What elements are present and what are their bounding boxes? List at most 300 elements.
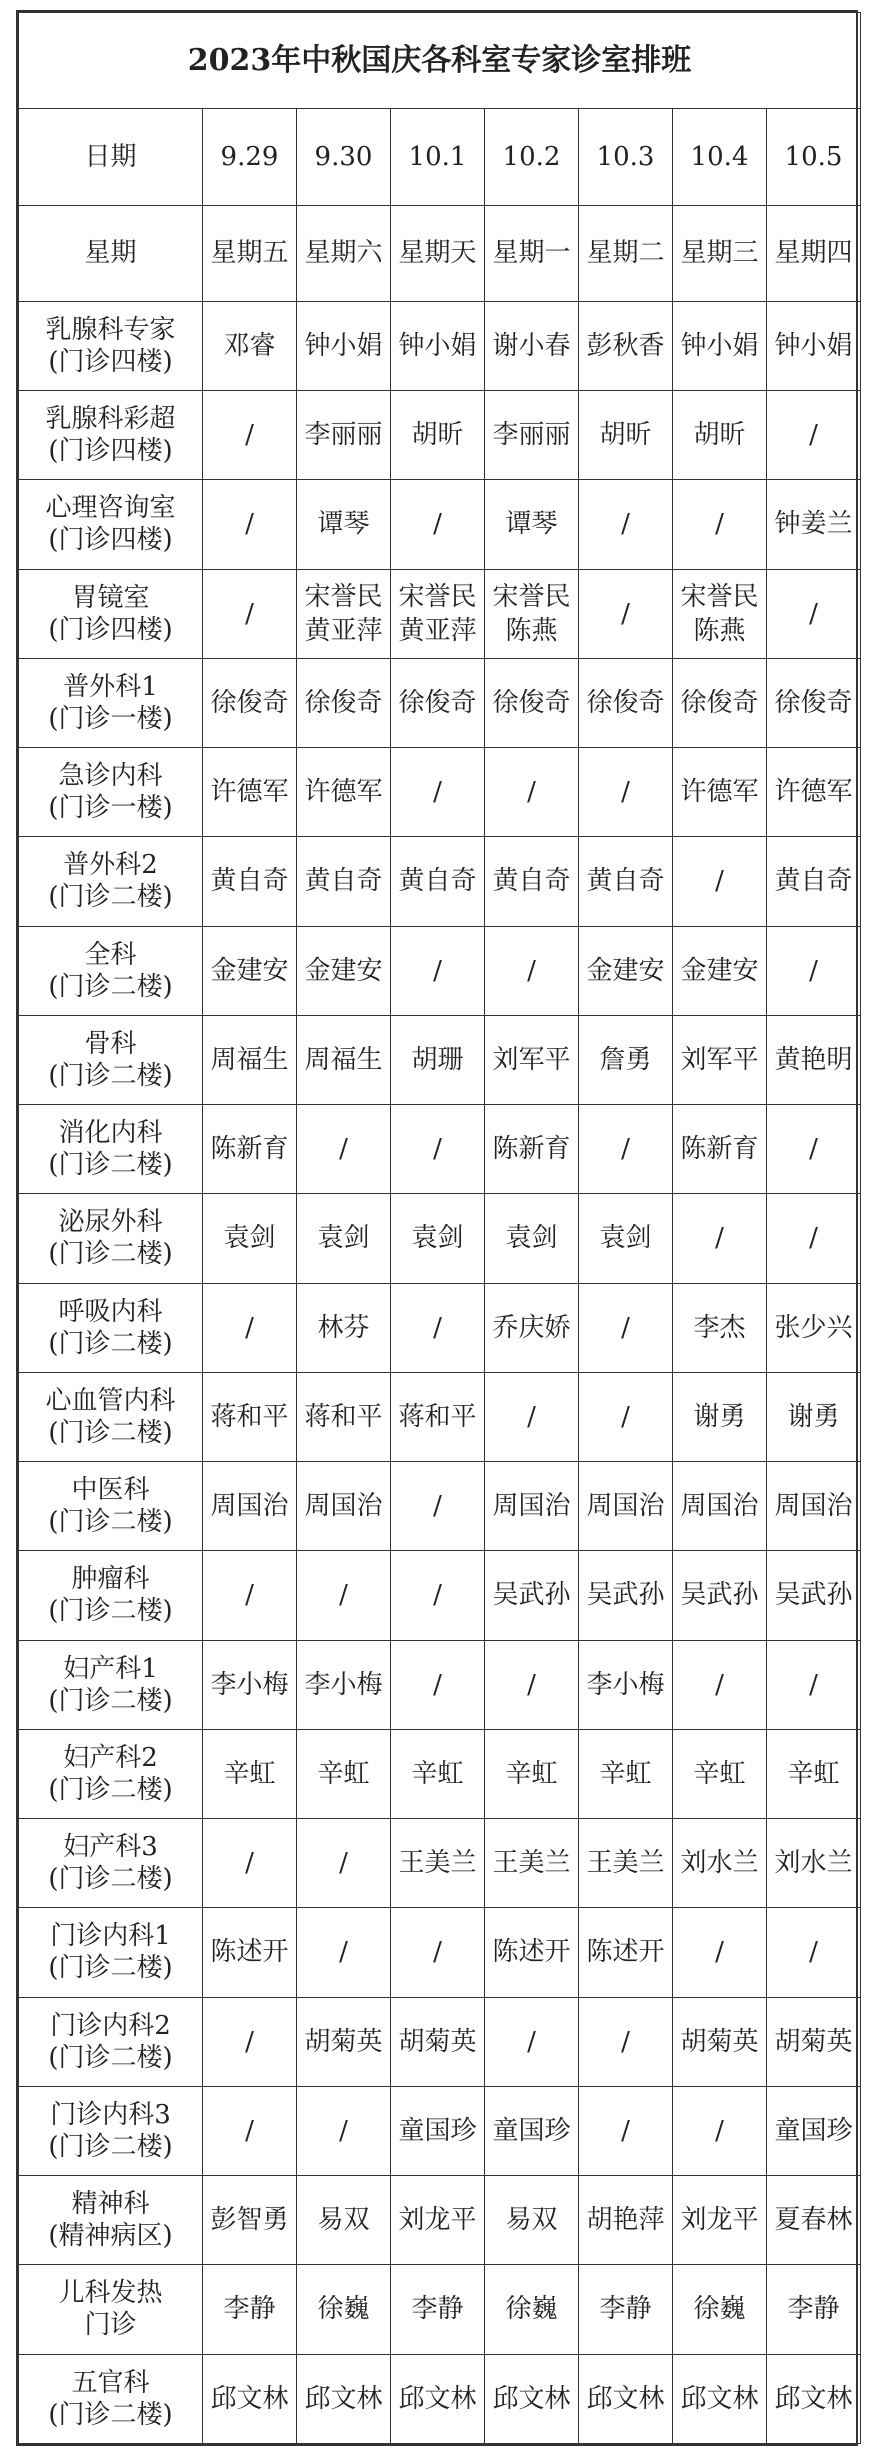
- doctor-cell: [297, 926, 391, 1015]
- no-duty-mark: /: [433, 1312, 442, 1343]
- doctor-name: 胡菊英: [774, 2026, 853, 2057]
- schedule-row: [19, 837, 861, 926]
- doctor-name: 徐俊奇: [774, 687, 853, 718]
- doctor-name: 李静: [411, 2294, 464, 2325]
- weekday-cell: 星期六: [297, 205, 391, 301]
- doctor-cell: [297, 837, 391, 926]
- weekday-cell: 星期二: [579, 205, 673, 301]
- doctor-name: 辛虹: [693, 1758, 746, 1789]
- doctor-name: 袁剑: [505, 1223, 558, 1254]
- department-cell: [19, 1015, 203, 1104]
- department-location: (门诊二楼): [48, 2042, 173, 2073]
- schedule-row: [19, 1551, 861, 1640]
- schedule-sheet: [16, 10, 858, 2446]
- department-cell: [19, 926, 203, 1015]
- doctor-cell: [767, 301, 861, 390]
- doctor-cell: [391, 1729, 485, 1818]
- doctor-cell: [579, 2265, 673, 2354]
- doctor-cell: [579, 837, 673, 926]
- doctor-cell: [673, 1015, 767, 1104]
- no-duty-mark: /: [245, 2115, 254, 2146]
- department-location: (门诊二楼): [48, 1150, 173, 1181]
- doctor-cell: [579, 1015, 673, 1104]
- doctor-name: 胡昕: [693, 420, 746, 451]
- doctor-cell: [673, 1105, 767, 1194]
- doctor-name: 许德军: [680, 777, 759, 808]
- doctor-cell: [579, 301, 673, 390]
- no-duty-mark: /: [339, 1848, 348, 1879]
- no-duty-mark: /: [245, 1848, 254, 1879]
- doctor-cell: [767, 2086, 861, 2175]
- doctor-name: 徐俊奇: [210, 687, 289, 718]
- doctor-cell: [391, 1283, 485, 1372]
- doctor-cell: [673, 2086, 767, 2175]
- doctor-cell: [673, 1640, 767, 1729]
- doctor-name: 陈述开: [586, 1937, 665, 1968]
- doctor-cell: [203, 391, 297, 480]
- no-duty-mark: /: [339, 1580, 348, 1611]
- doctor-cell: [767, 2354, 861, 2443]
- department-location: (门诊二楼): [48, 971, 173, 1002]
- schedule-row: [19, 1908, 861, 1997]
- doctor-cell: [297, 1908, 391, 1997]
- no-duty-mark: /: [527, 777, 536, 808]
- doctor-cell: [579, 2176, 673, 2265]
- doctor-cell: [579, 2354, 673, 2443]
- doctor-cell: [297, 2354, 391, 2443]
- doctor-name: 许德军: [304, 777, 383, 808]
- date-cell: 10.4: [673, 109, 767, 205]
- schedule-row: [19, 1372, 861, 1461]
- doctor-cell: [767, 1015, 861, 1104]
- doctor-name: 陈述开: [210, 1937, 289, 1968]
- doctor-cell: [767, 1997, 861, 2086]
- schedule-row: [19, 1462, 861, 1551]
- doctor-name: 童国珍: [398, 2115, 477, 2146]
- doctor-name: 黄自奇: [210, 866, 289, 897]
- doctor-name: 陈新育: [680, 1134, 759, 1165]
- weekday-row: [19, 205, 861, 301]
- no-duty-mark: /: [715, 509, 724, 540]
- department-location: (门诊二楼): [48, 2131, 173, 2162]
- doctor-cell: [391, 1372, 485, 1461]
- no-duty-mark: /: [433, 1134, 442, 1165]
- schedule-row: [19, 2086, 861, 2175]
- doctor-cell: [673, 1462, 767, 1551]
- department-name: 呼吸内科: [58, 1296, 163, 1327]
- doctor-cell: [485, 2265, 579, 2354]
- doctor-name: 宋誉民: [680, 581, 759, 612]
- no-duty-mark: /: [339, 1937, 348, 1968]
- doctor-cell: [673, 748, 767, 837]
- doctor-name: 陈述开: [492, 1937, 571, 1968]
- doctor-cell: [391, 391, 485, 480]
- doctor-name: 徐俊奇: [304, 687, 383, 718]
- doctor-cell: [297, 1640, 391, 1729]
- no-duty-mark: /: [433, 1669, 442, 1700]
- department-cell: [19, 1997, 203, 2086]
- doctor-cell: [391, 926, 485, 1015]
- doctor-name: 胡菊英: [680, 2026, 759, 2057]
- doctor-cell: [297, 569, 391, 658]
- doctor-name: 吴武孙: [774, 1580, 853, 1611]
- doctor-cell: [579, 658, 673, 747]
- doctor-cell: [673, 1551, 767, 1640]
- no-duty-mark: /: [621, 2115, 630, 2146]
- doctor-cell: [485, 1462, 579, 1551]
- doctor-cell: [485, 391, 579, 480]
- doctor-cell: [485, 1908, 579, 1997]
- no-duty-mark: /: [621, 1134, 630, 1165]
- department-name: 精神科: [71, 2189, 150, 2220]
- doctor-name: 辛虹: [223, 1758, 276, 1789]
- doctor-cell: [203, 1462, 297, 1551]
- date-cell: 9.30: [297, 109, 391, 205]
- doctor-cell: [767, 1462, 861, 1551]
- doctor-cell: [297, 1105, 391, 1194]
- doctor-cell: [767, 1908, 861, 1997]
- doctor-cell: [203, 1105, 297, 1194]
- doctor-name: 周国治: [680, 1491, 759, 1522]
- department-name: 心理咨询室: [45, 493, 176, 524]
- doctor-name: 陈新育: [492, 1134, 571, 1165]
- no-duty-mark: /: [339, 1134, 348, 1165]
- doctor-cell: [391, 2265, 485, 2354]
- no-duty-mark: /: [527, 2026, 536, 2057]
- doctor-name: 徐俊奇: [492, 687, 571, 718]
- doctor-cell: [767, 926, 861, 1015]
- department-location: (门诊四楼): [48, 614, 173, 645]
- doctor-cell: [297, 2265, 391, 2354]
- doctor-name: 徐巍: [505, 2294, 558, 2325]
- doctor-name: 谢勇: [693, 1401, 746, 1432]
- title-row: [19, 13, 861, 109]
- doctor-cell: [391, 1015, 485, 1104]
- doctor-cell: [203, 2086, 297, 2175]
- doctor-cell: [767, 480, 861, 569]
- doctor-cell: [391, 301, 485, 390]
- doctor-name: 宋誉民: [398, 581, 477, 612]
- department-location: (精神病区): [48, 2221, 173, 2252]
- doctor-name: 金建安: [304, 955, 383, 986]
- no-duty-mark: /: [621, 777, 630, 808]
- doctor-cell: [579, 1997, 673, 2086]
- doctor-cell: [673, 1372, 767, 1461]
- no-duty-mark: /: [245, 509, 254, 540]
- department-cell: [19, 658, 203, 747]
- department-location: (门诊二楼): [48, 1864, 173, 1895]
- doctor-cell: [485, 1729, 579, 1818]
- doctor-cell: [391, 2176, 485, 2265]
- doctor-cell: [203, 1283, 297, 1372]
- doctor-cell: [391, 569, 485, 658]
- doctor-cell: [767, 748, 861, 837]
- doctor-name: 周国治: [304, 1491, 383, 1522]
- department-name: 门诊内科2: [50, 2010, 171, 2041]
- doctor-cell: [391, 480, 485, 569]
- doctor-cell: [767, 2265, 861, 2354]
- doctor-cell: [673, 480, 767, 569]
- department-name: 中医科: [71, 1475, 150, 1506]
- doctor-name: 谭琴: [317, 509, 370, 540]
- doctor-cell: [673, 569, 767, 658]
- doctor-name: 徐俊奇: [398, 687, 477, 718]
- no-duty-mark: /: [339, 2115, 348, 2146]
- doctor-name: 刘军平: [680, 1044, 759, 1075]
- weekday-cell: 星期天: [391, 205, 485, 301]
- doctor-cell: [203, 1640, 297, 1729]
- doctor-name: 邱文林: [774, 2383, 853, 2414]
- department-name: 急诊内科: [58, 761, 163, 792]
- schedule-row: [19, 1194, 861, 1283]
- department-name: 心血管内科: [45, 1385, 176, 1416]
- doctor-name: 黄自奇: [492, 866, 571, 897]
- doctor-cell: [391, 2086, 485, 2175]
- doctor-cell: [391, 1551, 485, 1640]
- doctor-cell: [297, 1997, 391, 2086]
- date-cell: 9.29: [203, 109, 297, 205]
- doctor-cell: [297, 1551, 391, 1640]
- doctor-cell: [297, 1819, 391, 1908]
- doctor-name: 黄自奇: [304, 866, 383, 897]
- doctor-cell: [767, 2176, 861, 2265]
- doctor-cell: [579, 1372, 673, 1461]
- no-duty-mark: /: [809, 1669, 818, 1700]
- doctor-cell: [391, 1997, 485, 2086]
- doctor-cell: [485, 301, 579, 390]
- schedule-row: [19, 1015, 861, 1104]
- doctor-cell: [767, 658, 861, 747]
- department-name: 妇产科3: [63, 1832, 158, 1863]
- doctor-name: 李静: [787, 2294, 840, 2325]
- department-cell: [19, 1640, 203, 1729]
- doctor-name: 陈新育: [210, 1134, 289, 1165]
- department-name: 五官科: [71, 2367, 150, 2398]
- department-cell: [19, 1819, 203, 1908]
- doctor-cell: [767, 1194, 861, 1283]
- doctor-name: 蒋和平: [210, 1401, 289, 1432]
- doctor-name: 邱文林: [398, 2383, 477, 2414]
- doctor-name: 宋誉民: [492, 581, 571, 612]
- doctor-cell: [297, 301, 391, 390]
- no-duty-mark: /: [621, 598, 630, 629]
- doctor-cell: [391, 1908, 485, 1997]
- doctor-cell: [579, 1551, 673, 1640]
- doctor-cell: [579, 391, 673, 480]
- doctor-name: 辛虹: [317, 1758, 370, 1789]
- doctor-name: 林芬: [317, 1312, 370, 1343]
- no-duty-mark: /: [715, 2115, 724, 2146]
- doctor-cell: [391, 2354, 485, 2443]
- doctor-name: 李静: [223, 2294, 276, 2325]
- schedule-row: [19, 1997, 861, 2086]
- date-label: 日期: [19, 109, 203, 205]
- department-name: 全科: [84, 939, 137, 970]
- doctor-name: 李小梅: [586, 1669, 665, 1700]
- doctor-name: 彭秋香: [586, 330, 665, 361]
- no-duty-mark: /: [715, 1937, 724, 1968]
- doctor-cell: [485, 926, 579, 1015]
- doctor-name: 许德军: [774, 777, 853, 808]
- doctor-name: 彭智勇: [210, 2205, 289, 2236]
- doctor-cell: [673, 926, 767, 1015]
- doctor-name: 李小梅: [210, 1669, 289, 1700]
- doctor-name: 李丽丽: [492, 420, 571, 451]
- department-name: 肿瘤科: [71, 1564, 150, 1595]
- no-duty-mark: /: [809, 1937, 818, 1968]
- doctor-name: 易双: [317, 2205, 370, 2236]
- doctor-name: 胡艳萍: [586, 2205, 665, 2236]
- no-duty-mark: /: [621, 509, 630, 540]
- doctor-cell: [391, 1640, 485, 1729]
- doctor-cell: [485, 1015, 579, 1104]
- doctor-cell: [297, 480, 391, 569]
- department-cell: [19, 2265, 203, 2354]
- department-name: 门诊内科1: [50, 1921, 171, 1952]
- doctor-cell: [297, 658, 391, 747]
- doctor-name: 邱文林: [586, 2383, 665, 2414]
- doctor-name: 刘水兰: [680, 1848, 759, 1879]
- doctor-cell: [485, 2354, 579, 2443]
- doctor-name: 徐俊奇: [586, 687, 665, 718]
- no-duty-mark: /: [527, 1669, 536, 1700]
- no-duty-mark: /: [433, 1580, 442, 1611]
- no-duty-mark: /: [245, 1312, 254, 1343]
- doctor-cell: [579, 2086, 673, 2175]
- schedule-row: [19, 1819, 861, 1908]
- department-cell: [19, 301, 203, 390]
- department-name: 妇产科2: [63, 1742, 158, 1773]
- doctor-name: 刘水兰: [774, 1848, 853, 1879]
- doctor-cell: [391, 748, 485, 837]
- department-location: (门诊二楼): [48, 1328, 173, 1359]
- doctor-cell: [673, 1729, 767, 1818]
- doctor-name: 刘龙平: [398, 2205, 477, 2236]
- doctor-name: 周福生: [304, 1044, 383, 1075]
- doctor-name: 许德军: [210, 777, 289, 808]
- doctor-name: 邓睿: [223, 330, 276, 361]
- schedule-row: [19, 391, 861, 480]
- doctor-cell: [485, 569, 579, 658]
- doctor-cell: [485, 2086, 579, 2175]
- schedule-row: [19, 2354, 861, 2443]
- doctor-cell: [203, 1908, 297, 1997]
- no-duty-mark: /: [245, 420, 254, 451]
- no-duty-mark: /: [527, 1401, 536, 1432]
- doctor-cell: [297, 748, 391, 837]
- schedule-row: [19, 480, 861, 569]
- doctor-name: 宋誉民: [304, 581, 383, 612]
- schedule-row: [19, 1105, 861, 1194]
- doctor-cell: [203, 301, 297, 390]
- doctor-name: 钟小娟: [680, 330, 759, 361]
- doctor-name: 周国治: [492, 1491, 571, 1522]
- doctor-name: 李静: [599, 2294, 652, 2325]
- weekday-label: 星期: [19, 205, 203, 301]
- no-duty-mark: /: [621, 1312, 630, 1343]
- no-duty-mark: /: [245, 2026, 254, 2057]
- doctor-cell: [391, 1819, 485, 1908]
- doctor-cell: [485, 1105, 579, 1194]
- doctor-cell: [297, 2176, 391, 2265]
- doctor-cell: [767, 1729, 861, 1818]
- doctor-cell: [579, 748, 673, 837]
- doctor-cell: [203, 2265, 297, 2354]
- no-duty-mark: /: [809, 420, 818, 451]
- doctor-name: 李杰: [693, 1312, 746, 1343]
- doctor-cell: [203, 1997, 297, 2086]
- department-location: (门诊四楼): [48, 436, 173, 467]
- no-duty-mark: /: [809, 1223, 818, 1254]
- doctor-name: 钟姜兰: [774, 509, 853, 540]
- doctor-name: 詹勇: [599, 1044, 652, 1075]
- no-duty-mark: /: [715, 1669, 724, 1700]
- doctor-cell: [673, 658, 767, 747]
- doctor-name: 辛虹: [599, 1758, 652, 1789]
- doctor-cell: [485, 1819, 579, 1908]
- doctor-name: 徐巍: [693, 2294, 746, 2325]
- doctor-cell: [579, 926, 673, 1015]
- date-cell: 10.3: [579, 109, 673, 205]
- department-name: 骨科: [84, 1028, 137, 1059]
- schedule-row: [19, 1729, 861, 1818]
- doctor-name: 钟小娟: [304, 330, 383, 361]
- no-duty-mark: /: [433, 777, 442, 808]
- no-duty-mark: /: [433, 1937, 442, 1968]
- doctor-cell: [767, 569, 861, 658]
- date-cell: 10.5: [767, 109, 861, 205]
- department-name: 妇产科1: [63, 1653, 158, 1684]
- doctor-cell: [767, 1819, 861, 1908]
- department-location: (门诊四楼): [48, 346, 173, 377]
- doctor-name: 周福生: [210, 1044, 289, 1075]
- department-name: 普外科2: [63, 850, 158, 881]
- doctor-cell: [485, 1283, 579, 1372]
- schedule-row: [19, 1640, 861, 1729]
- doctor-cell: [767, 1283, 861, 1372]
- department-location: (门诊二楼): [48, 1060, 173, 1091]
- doctor-name: 黄艳明: [774, 1044, 853, 1075]
- doctor-cell: [579, 1640, 673, 1729]
- department-name: 乳腺科彩超: [45, 404, 176, 435]
- doctor-name: 胡珊: [411, 1044, 464, 1075]
- doctor-cell: [485, 1997, 579, 2086]
- doctor-name: 金建安: [586, 955, 665, 986]
- weekday-cell: 星期五: [203, 205, 297, 301]
- doctor-name: 袁剑: [599, 1223, 652, 1254]
- department-name: 消化内科: [58, 1118, 163, 1149]
- doctor-name: 夏春林: [774, 2205, 853, 2236]
- doctor-name: 童国珍: [774, 2115, 853, 2146]
- doctor-name: 易双: [505, 2205, 558, 2236]
- doctor-name: 王美兰: [586, 1848, 665, 1879]
- date-row: [19, 109, 861, 205]
- doctor-name: 胡昕: [599, 420, 652, 451]
- department-location: (门诊一楼): [48, 793, 173, 824]
- department-cell: [19, 2354, 203, 2443]
- no-duty-mark: /: [245, 1580, 254, 1611]
- doctor-name: 袁剑: [223, 1223, 276, 1254]
- doctor-cell: [297, 1462, 391, 1551]
- department-cell: [19, 480, 203, 569]
- doctor-name: 袁剑: [317, 1223, 370, 1254]
- department-cell: [19, 1372, 203, 1461]
- department-location: (门诊一楼): [48, 703, 173, 734]
- doctor-cell: [297, 1729, 391, 1818]
- doctor-name: 周国治: [210, 1491, 289, 1522]
- doctor-name: 胡昕: [411, 420, 464, 451]
- no-duty-mark: /: [715, 866, 724, 897]
